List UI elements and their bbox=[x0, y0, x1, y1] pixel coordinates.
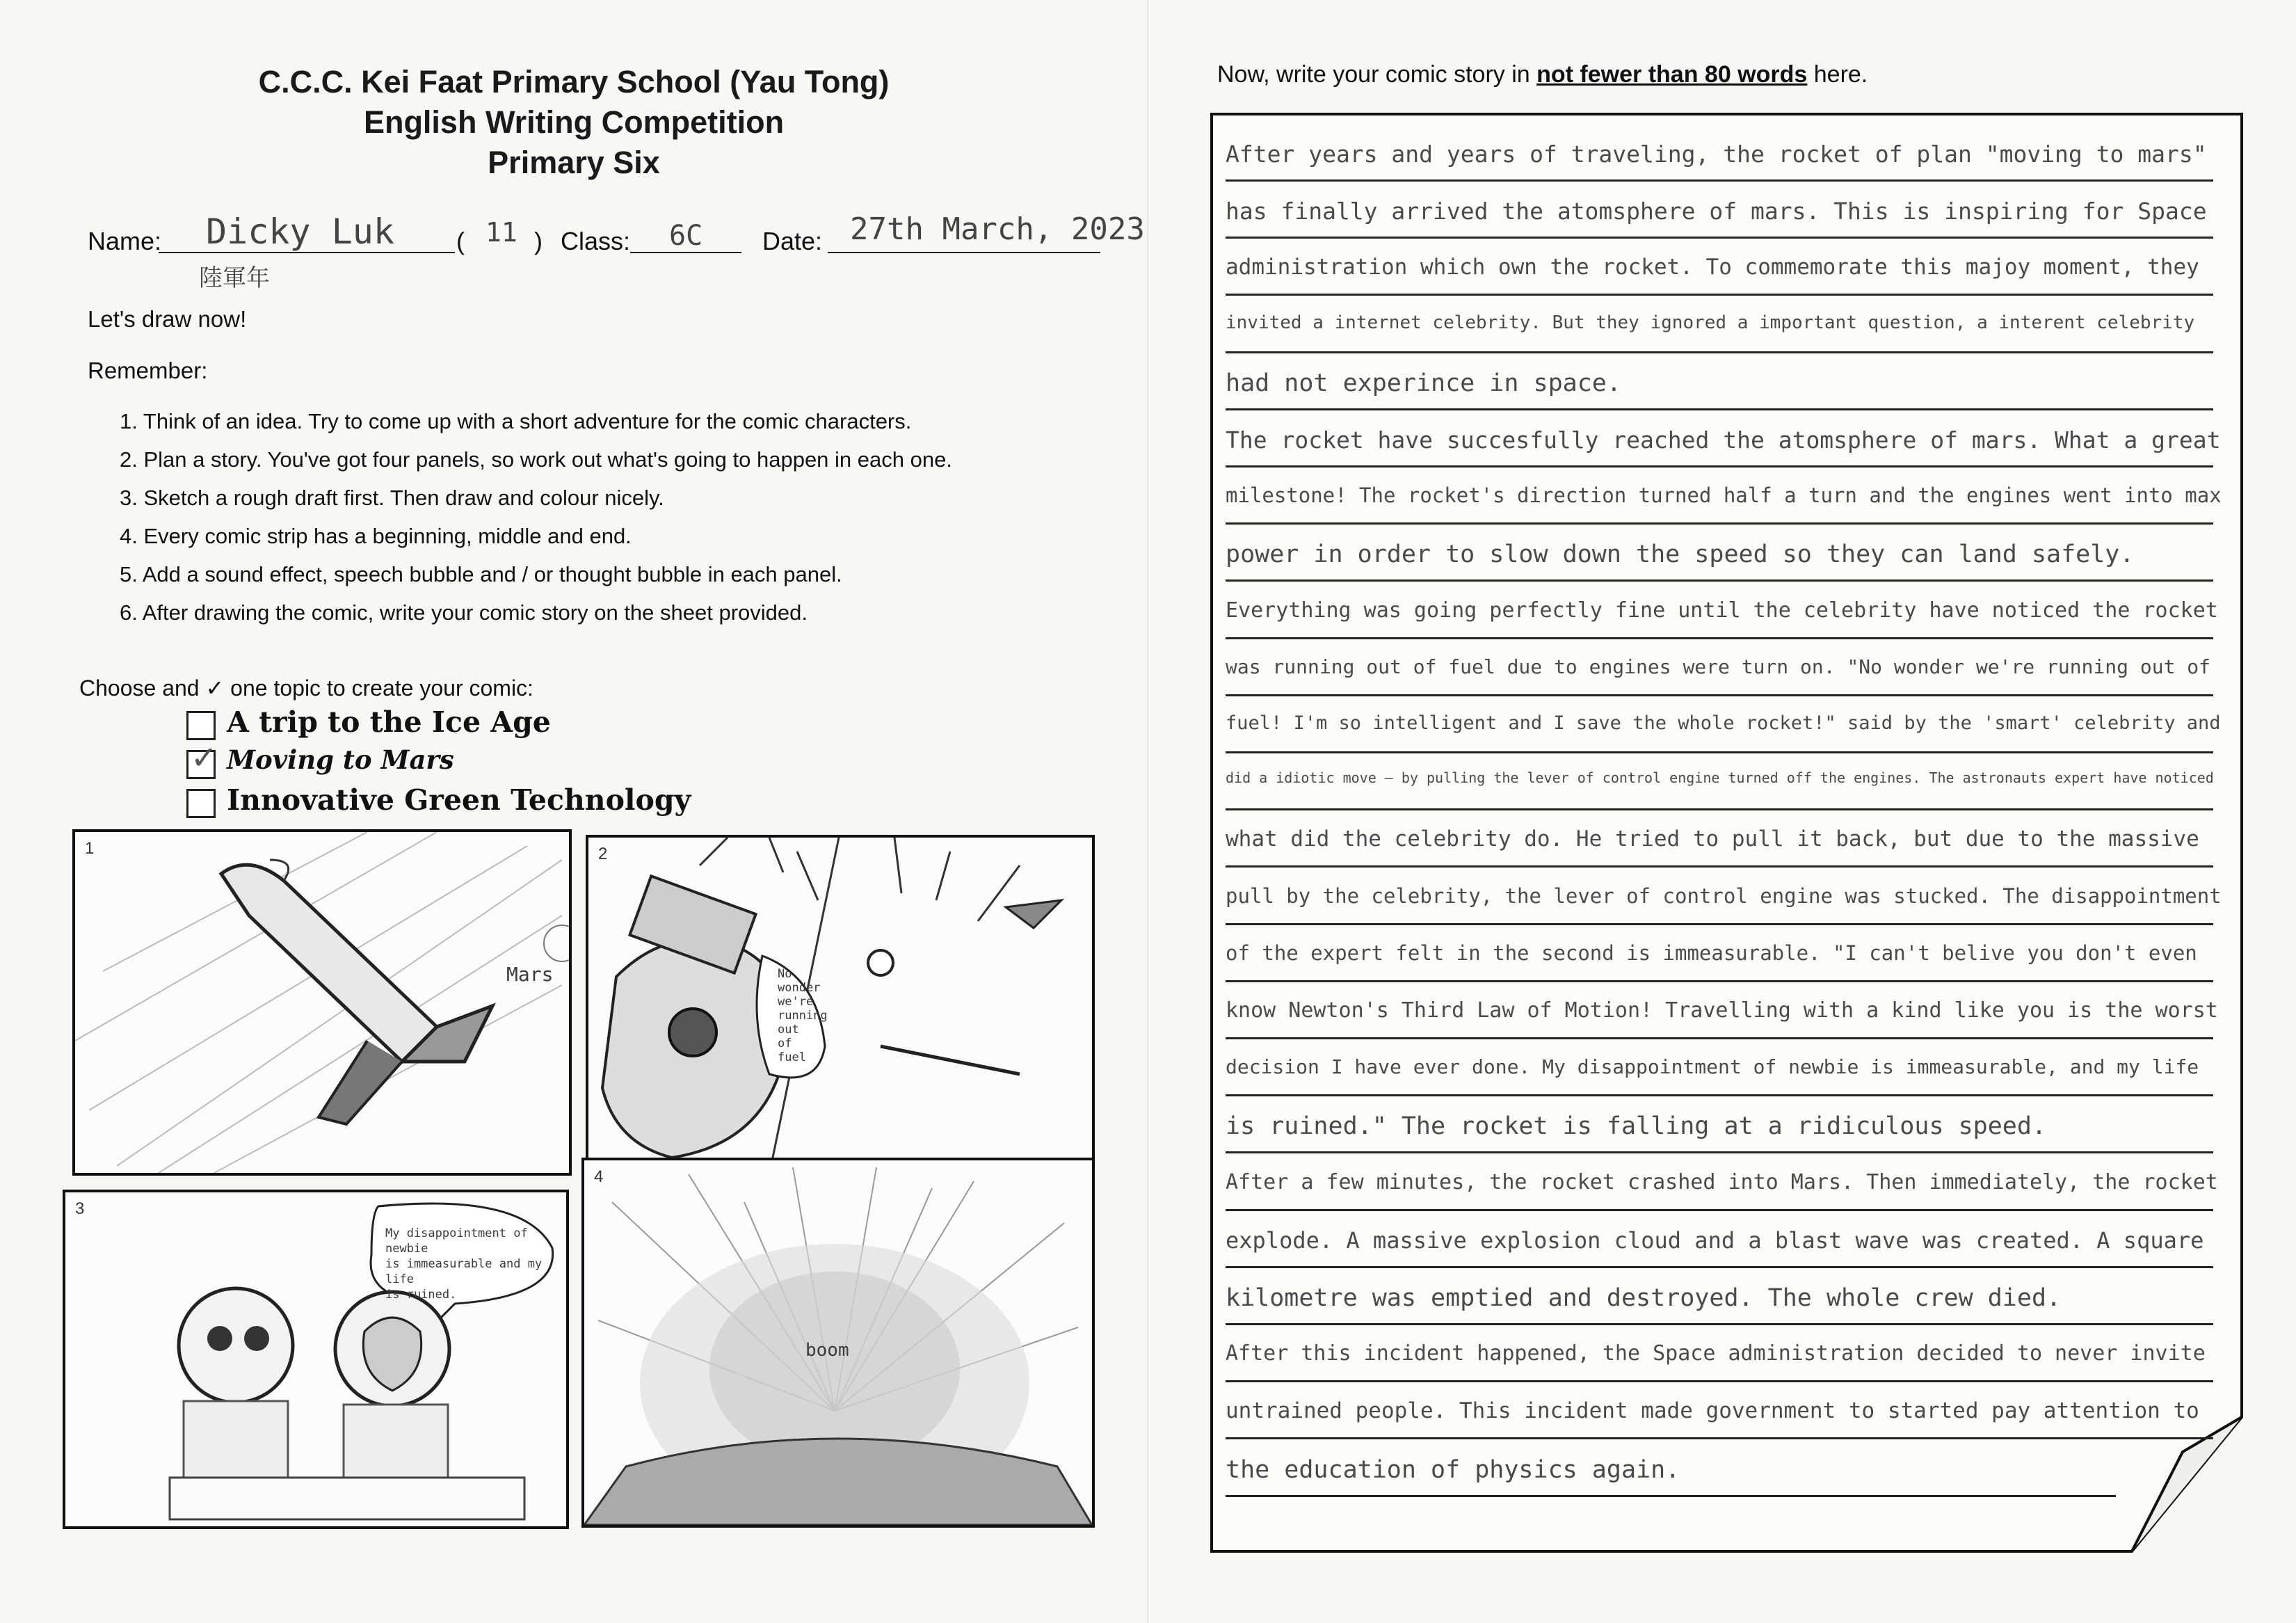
instruction-item: 2. Plan a story. You've got four panels, so work out what's going to happen in each one. bbox=[120, 447, 952, 472]
story-prompt bbox=[1217, 61, 1868, 88]
story-ruled-line bbox=[1226, 179, 2213, 182]
story-line-text: power in order to slow down the speed so they can land safely. bbox=[1226, 541, 2135, 569]
story-ruled-line bbox=[1226, 1209, 2213, 1211]
story-ruled-line bbox=[1226, 980, 2213, 982]
sound-effect: boom bbox=[805, 1340, 849, 1361]
story-line-text: did a idiotic move — by pulling the lever of control engine turned off the engines. The astronauts expert have noticed bbox=[1226, 769, 2214, 787]
story-line-text: kilometre was emptied and destroyed. The whole crew died. bbox=[1226, 1284, 2062, 1312]
story-ruled-line bbox=[1226, 865, 2213, 868]
remember-label: Remember: bbox=[88, 358, 208, 383]
comic-panel-1 bbox=[72, 829, 572, 1176]
topic-label: A trip to the Ice Age bbox=[227, 705, 551, 739]
story-line-text: invited a internet celebrity. But they ignored a important question, a interent celebrity bbox=[1226, 312, 2195, 333]
story-line-text: had not experince in space. bbox=[1226, 369, 1621, 397]
instruction-list bbox=[120, 402, 952, 632]
story-ruled-line bbox=[1226, 694, 2213, 696]
story-ruled-line bbox=[1226, 1380, 2213, 1382]
story-line-text: administration which own the rocket. To commemorate this majoy moment, they bbox=[1226, 255, 2199, 280]
date-value: 27th March, 2023 bbox=[850, 211, 1145, 247]
story-ruled-line bbox=[1226, 351, 2213, 353]
panel-number: 3 bbox=[75, 1199, 85, 1218]
story-line-text: pull by the celebrity, the lever of control engine was stucked. The disappointment bbox=[1226, 884, 2222, 908]
number-close: ) bbox=[534, 227, 543, 255]
speech-bubble bbox=[778, 967, 828, 1064]
story-ruled-line bbox=[1226, 1266, 2213, 1268]
story-ruled-line bbox=[1226, 1151, 2213, 1153]
story-line-text: of the expert felt in the second is immeasurable. "I can't belive you don't even bbox=[1226, 941, 2197, 965]
prompt-word-count: not fewer than 80 words bbox=[1536, 61, 1808, 88]
story-ruled-line bbox=[1226, 579, 2213, 582]
grade-title: Primary Six bbox=[488, 145, 660, 180]
bubble-line: No bbox=[778, 967, 792, 981]
comic-panel-2 bbox=[586, 835, 1095, 1177]
checkbox[interactable] bbox=[186, 789, 216, 818]
school-name: C.C.C. Kei Faat Primary School (Yau Tong) bbox=[258, 64, 890, 99]
bubble-line: fuel bbox=[778, 1050, 806, 1064]
story-ruled-line bbox=[1226, 294, 2213, 296]
intro-text: Let's draw now! bbox=[88, 306, 247, 332]
bubble-line: of bbox=[778, 1037, 792, 1050]
number-open: ( bbox=[456, 227, 465, 255]
story-ruled-line bbox=[1226, 751, 2213, 753]
story-ruled-line bbox=[1226, 237, 2213, 239]
instruction-item: 1. Think of an idea. Try to come up with a short adventure for the comic characters. bbox=[120, 409, 912, 433]
check-icon: ✓ bbox=[191, 739, 218, 776]
bubble-line: we're bbox=[778, 995, 814, 1009]
topic-prompt: Choose and ✓ one topic to create your comic: bbox=[79, 675, 533, 701]
name-value: Dicky Luk bbox=[206, 211, 394, 252]
instruction-item: 3. Sketch a rough draft first. Then draw and colour nicely. bbox=[120, 486, 664, 510]
comic-panel-4 bbox=[581, 1158, 1095, 1528]
story-ruled-line bbox=[1226, 1323, 2213, 1325]
story-ruled-line bbox=[1226, 522, 2213, 525]
bubble-line: running bbox=[778, 1009, 828, 1023]
story-line-text: The rocket have succesfully reached the atomsphere of mars. What a great bbox=[1226, 426, 2221, 454]
story-line-text: decision I have ever done. My disappointment of newbie is immeasurable, and my life bbox=[1226, 1055, 2199, 1079]
rocket-sketch bbox=[75, 832, 569, 1173]
bubble-line: is immeasurable and my life bbox=[385, 1257, 543, 1286]
class-line[interactable] bbox=[630, 252, 741, 253]
story-ruled-line bbox=[1226, 1437, 2213, 1439]
panel-number: 4 bbox=[594, 1167, 604, 1186]
bubble-line: My disappointment of newbie bbox=[385, 1226, 528, 1256]
competition-title: English Writing Competition bbox=[363, 104, 785, 140]
story-ruled-line bbox=[1226, 408, 2213, 410]
story-line-text: After this incident happened, the Space administration decided to never invite bbox=[1226, 1341, 2206, 1366]
story-ruled-line bbox=[1226, 1094, 2213, 1096]
prompt-text: Now, write your comic story in bbox=[1217, 61, 1537, 88]
bubble-line: is ruined. bbox=[385, 1288, 457, 1302]
name-line[interactable] bbox=[159, 252, 455, 253]
instruction-item: 4. Every comic strip has a beginning, middle and end. bbox=[120, 524, 632, 548]
story-line-text: fuel! I'm so intelligent and I save the whole rocket!" said by the 'smart' celebrity and bbox=[1226, 712, 2221, 734]
topic-label: Innovative Green Technology bbox=[227, 783, 691, 817]
panel-number: 1 bbox=[85, 839, 95, 858]
story-ruled-line bbox=[1226, 1037, 2213, 1039]
instruction-item: 5. Add a sound effect, speech bubble and / or thought bubble in each panel. bbox=[120, 562, 842, 586]
story-line-text: is ruined." The rocket is falling at a ridiculous speed. bbox=[1226, 1112, 2047, 1141]
story-line-text: explode. A massive explosion cloud and a blast wave was created. A square bbox=[1226, 1226, 2204, 1254]
story-line-text: milestone! The rocket's direction turned half a turn and the engines went into max bbox=[1226, 483, 2222, 508]
checkbox[interactable] bbox=[186, 711, 216, 740]
story-line-text: know Newton's Third Law of Motion! Travelling with a kind like you is the worst bbox=[1226, 998, 2218, 1023]
bubble-line: wonder bbox=[778, 981, 821, 995]
comic-panel-3 bbox=[63, 1190, 569, 1529]
instruction-item: 6. After drawing the comic, write your comic story on the sheet provided. bbox=[120, 600, 808, 625]
bubble-line: out bbox=[778, 1023, 799, 1037]
topic-label: Moving to Mars bbox=[227, 744, 454, 775]
mars-caption: Mars bbox=[506, 963, 554, 986]
story-line-text: has finally arrived the atomsphere of mars. This is inspiring for Space bbox=[1226, 198, 2207, 225]
class-label: Class: bbox=[561, 227, 631, 255]
speech-bubble bbox=[385, 1226, 566, 1302]
cockpit-sketch bbox=[588, 838, 1092, 1174]
story-ruled-line bbox=[1226, 1495, 2116, 1497]
name-label: Name: bbox=[88, 227, 162, 255]
date-label: Date: bbox=[762, 227, 823, 255]
story-ruled-line bbox=[1226, 637, 2213, 639]
story-ruled-line bbox=[1226, 465, 2213, 467]
story-ruled-line bbox=[1226, 808, 2213, 810]
prompt-text-end: here. bbox=[1807, 61, 1868, 88]
story-line-text: After a few minutes, the rocket crashed into Mars. Then immediately, the rocket bbox=[1226, 1169, 2218, 1194]
story-line-text: the education of physics again. bbox=[1226, 1455, 1680, 1484]
story-line-text: After years and years of traveling, the rocket of plan "moving to mars" bbox=[1226, 141, 2207, 168]
story-line-text: was running out of fuel due to engines were turn on. "No wonder we're running out of bbox=[1226, 655, 2211, 678]
story-line-text: untrained people. This incident made government to started pay attention to bbox=[1226, 1398, 2199, 1424]
class-value: 6C bbox=[669, 220, 703, 252]
class-number: 11 bbox=[485, 217, 517, 248]
story-ruled-line bbox=[1226, 923, 2213, 925]
story-line-text: what did the celebrity do. He tried to pull it back, but due to the massive bbox=[1226, 826, 2199, 852]
chinese-name: 陸軍年 bbox=[199, 264, 270, 292]
date-line[interactable] bbox=[828, 252, 1100, 253]
panel-number: 2 bbox=[598, 845, 608, 863]
story-line-text: Everything was going perfectly fine until the celebrity have noticed the rocket bbox=[1226, 598, 2218, 623]
